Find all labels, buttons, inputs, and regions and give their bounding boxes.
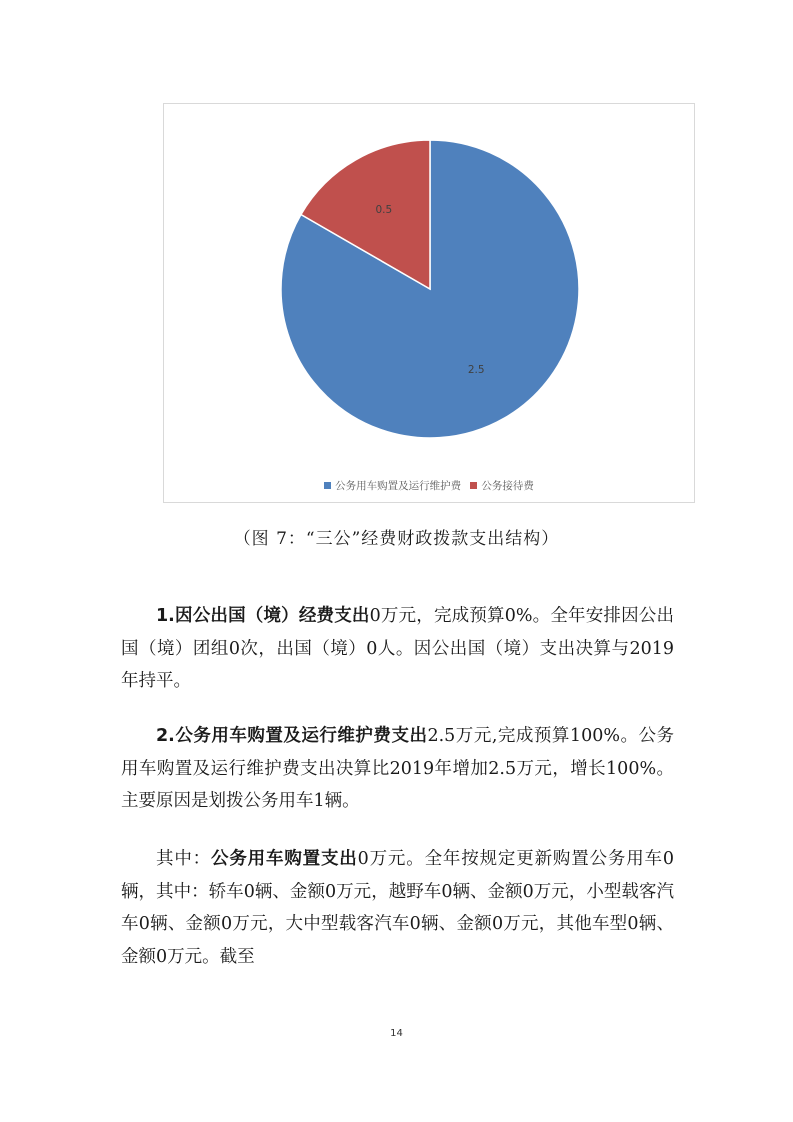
paragraph-overseas-text: 0万元，完成预算0%。全年安排因公出国（境）团组0次，出国（境）0人。因公出国（境）支出决算与2019年持平。 [121, 606, 674, 691]
pie-chart [163, 103, 695, 503]
legend-label-reception: 公务接待费 [481, 480, 534, 492]
paragraph-vehicle-purchase [121, 843, 674, 973]
paragraph-vehicle-text: 2.5万元,完成预算100%。公务用车购置及运行维护费支出决算比2019年增加2.5万元，增长100%。主要原因是划拨公务用车1辆。 [121, 726, 674, 811]
legend-item-vehicle [324, 478, 461, 493]
figure-caption: （图 7：“三公”经费财政拨款支出结构） [233, 529, 560, 549]
paragraph-vehicle-lead: 2.公务用车购置及运行维护费支出 [156, 726, 428, 746]
paragraph-vehicle-purchase-text: 0万元。全年按规定更新购置公务用车0辆，其中：轿车0辆、金额0万元，越野车0辆、金额0万元，小型载客汽车0辆、金额0万元，大中型载客汽车0辆、金额0万元，其他车型0辆、金额0万元。截至 [121, 849, 675, 967]
paragraph-vehicle-purchase-prefix: 其中： [156, 849, 211, 869]
page-number: 14 [390, 1028, 403, 1039]
chart-legend [164, 478, 694, 493]
legend-label-vehicle: 公务用车购置及运行维护费 [335, 480, 462, 492]
legend-swatch-vehicle [324, 482, 331, 489]
pie-chart-plot [164, 104, 696, 474]
pie-data-label-0: 2.5 [467, 364, 485, 376]
legend-item-reception [470, 478, 534, 493]
legend-swatch-reception [470, 482, 477, 489]
paragraph-overseas-lead: 1.因公出国（境）经费支出 [156, 606, 370, 626]
paragraph-vehicle [121, 720, 674, 818]
paragraph-overseas [121, 600, 674, 698]
paragraph-vehicle-purchase-lead: 公务用车购置支出 [211, 849, 358, 869]
pie-data-label-1: 0.5 [375, 204, 393, 216]
